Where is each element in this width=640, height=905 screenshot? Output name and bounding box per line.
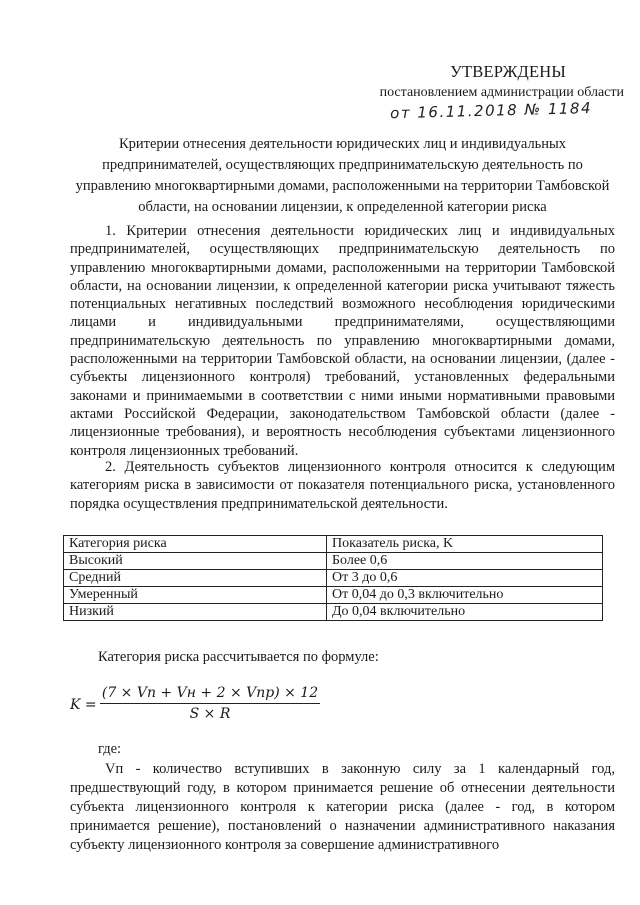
- table-cell: От 0,04 до 0,3 включительно: [327, 587, 603, 604]
- formula-lhs: K =: [70, 697, 97, 713]
- paragraph-1: 1. Критерии отнесения деятельности юридических лиц и индивидуальных предпринимателей, осуществляющих предпринимательскую деятельность по управлению многоквартирными домами, расположенными на территории Тамбовской области, на основании лицензии, к определенной категории риска учитывают тяжесть потенциальных негативных последствий возможного несоблюдения юридическими лицами и индивидуальными предпринимателями, осуществляющими предпринимательскую деятельность по управлению многоквартирными домами, расположенными на территории Тамбовской области, на основании лицензии, (далее - субъекты лицензионного контроля) требований, установленных федеральными законами и принимаемыми в соответствии с ними иными нормативными правовыми актами Российской Федерации, законодательством Тамбовской области (далее - лицензионные требования), и вероятность несоблюдения субъектами лицензионного контроля лицензионных требований.: [70, 223, 615, 459]
- table-header-cell: Категория риска: [64, 536, 327, 553]
- table-cell: Средний: [64, 570, 327, 587]
- risk-category-table: [63, 535, 603, 621]
- where-label: где:: [98, 741, 122, 757]
- formula-fraction: [100, 685, 320, 722]
- approval-title: УТВЕРЖДЕНЫ: [450, 62, 566, 81]
- table-cell: От 3 до 0,6: [327, 570, 603, 587]
- handwritten-date-number: от 16.11.2018 № 1184: [389, 99, 593, 123]
- table-row: [64, 570, 603, 587]
- table-cell: Более 0,6: [327, 553, 603, 570]
- formula-intro: Категория риска рассчитывается по формуле:: [98, 649, 379, 665]
- formula-denominator: S × R: [189, 706, 231, 722]
- approval-block: [354, 62, 624, 123]
- document-title: Критерии отнесения деятельности юридических лиц и индивидуальных предпринимателей, осуществляющих предпринимательскую деятельность по управлению многоквартирными домами, расположенными на территории Тамбовской области, на основании лицензии, к определенной категории риска: [75, 136, 610, 215]
- table-cell: Низкий: [64, 604, 327, 621]
- formula-numerator: (7 × Vп + Vн + 2 × Vпр) × 12: [100, 685, 320, 704]
- table-header-cell: Показатель риска, K: [327, 536, 603, 553]
- table-cell: Умеренный: [64, 587, 327, 604]
- definition-vp: Vп - количество вступивших в законную силу за 1 календарный год, предшествующий году, в котором принимается решение об отнесении деятельности субъекта лицензионного контроля к категории риска (далее - год, в котором принимается решение), постановлений о назначении административного наказания субъекту лицензионного контроля за совершение административного: [70, 761, 615, 853]
- table-row: [64, 553, 603, 570]
- table-header-row: [64, 536, 603, 553]
- table-cell: Высокий: [64, 553, 327, 570]
- approval-subtitle: постановлением администрации области: [379, 85, 624, 100]
- paragraph-2: 2. Деятельность субъектов лицензионного контроля относится к следующим категориям риска в зависимости от показателя потенциального риска, установленного порядка осуществления предпринимательской деятельности.: [70, 459, 615, 512]
- table-cell: До 0,04 включительно: [327, 604, 603, 621]
- table-row: [64, 587, 603, 604]
- table-row: [64, 604, 603, 621]
